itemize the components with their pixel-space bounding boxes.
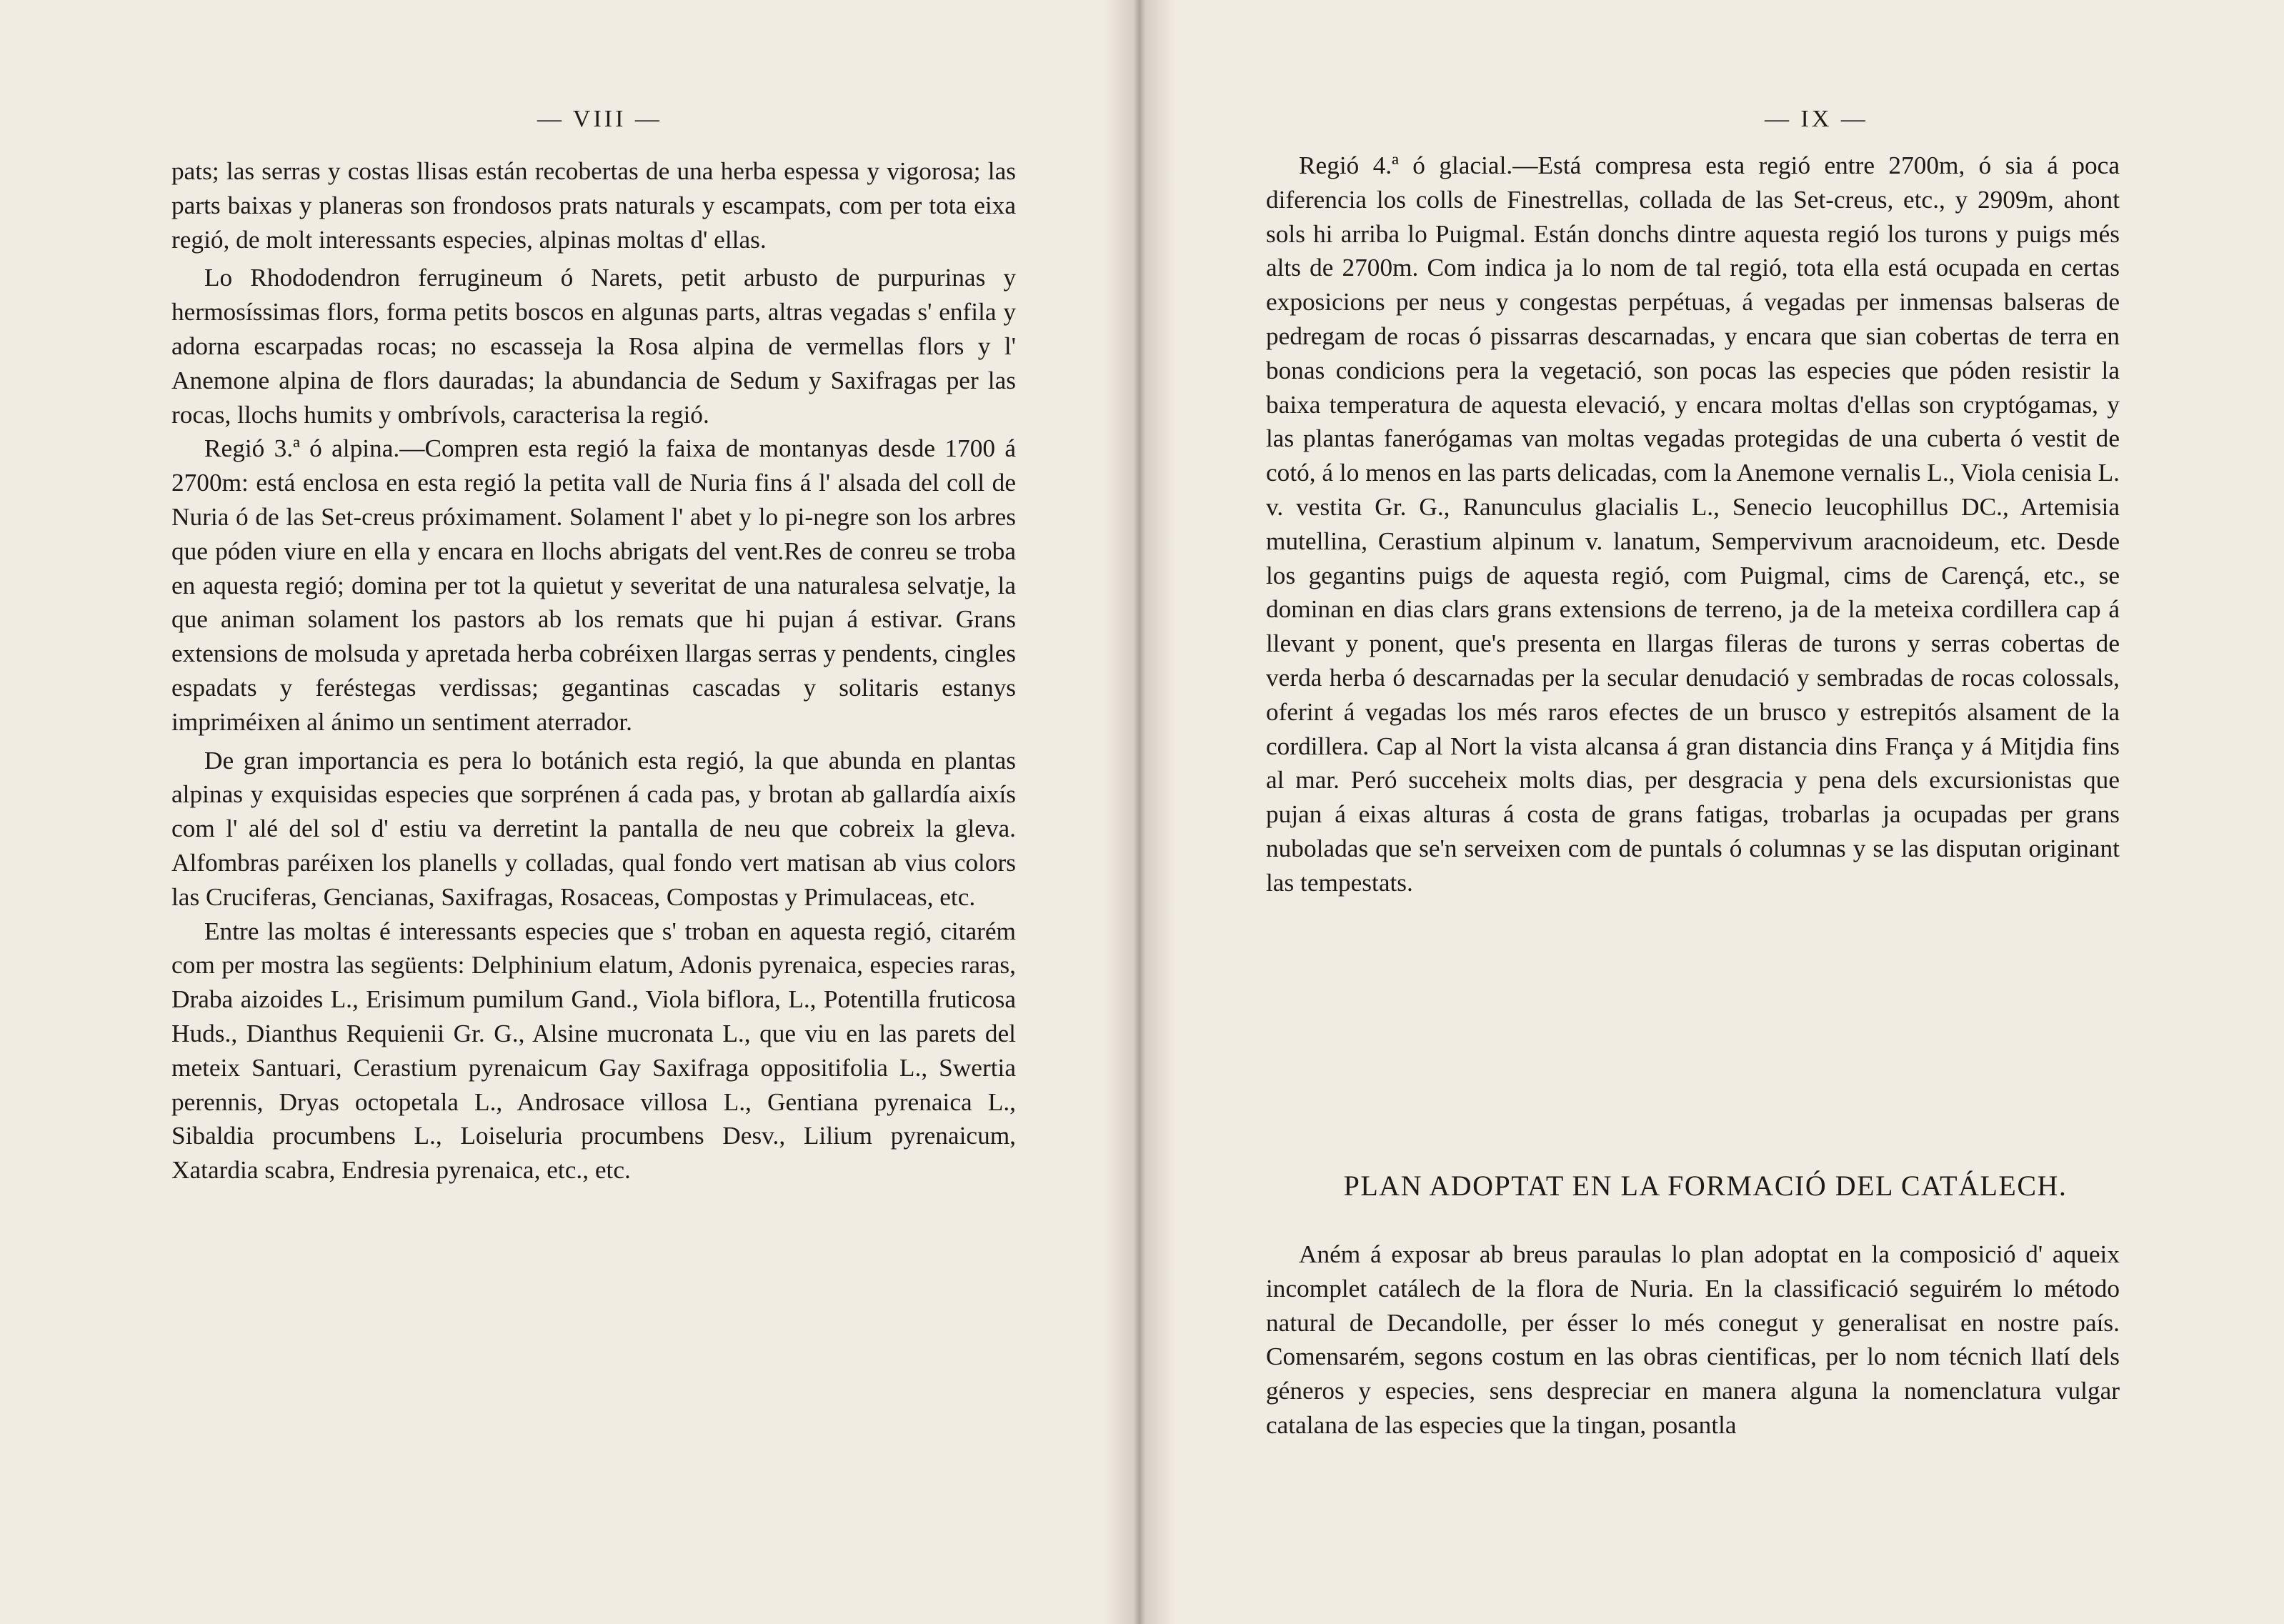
paragraph: Regió 3.ª ó alpina.—Compren esta regió la faixa de montanyas desde 1700 á 2700m: está enclosa en esta regió la petita vall de Nuria fins á l' alsada del coll de Nuria ó de las Set-creus próximament. Solament l' abet y lo pi-negre son los arbres que póden viure en ella y encara en llochs abrigats del vent.Res de conreu se troba en aquesta regió; domina per tot la quietut y severitat de una naturalesa selvatje, la que animan solament los pastors ab los remats que hi pujan á estivar. Grans extensions de molsuda y apretada herba cobréixen llargas serras y pendents, cingles espadats y feréstegas verdissas; gegantinas cascadas y solitaris estanys impriméixen al ánimo un sentiment aterrador. <box>171 434 1016 736</box>
paragraph: Aném á exposar ab breus paraulas lo plan adoptat en la composició d' aqueix incomplet catálech de la flora de Nuria. En la classificació seguirém lo método natural de Decandolle, per ésser lo més conegut y generalisat en nostre país. Comensarém, segons costum en las obras cientificas, per lo nom técnich llatí dels géneros y especies, sens despreciar en manera alguna la nomenclatura vulgar catalana de las especies que la tingan, posantla <box>1266 1240 2120 1439</box>
left-page <box>0 0 1137 1624</box>
left-body-text <box>171 154 1016 1187</box>
section-heading: PLAN ADOPTAT EN LA FORMACIÓ DEL CATÁLECH. <box>1343 1170 2068 1202</box>
paragraph: Regió 4.ª ó glacial.—Está compresa esta regió entre 2700m, ó sia á poca diferencia los colls de Finestrellas, collada de las Set-creus, etc., y 2909m, ahont sols hi arriba lo Puigmal. Están donchs dintre aquesta regió los turons y puigs més alts de 2700m. Com indica ja lo nom de tal regió, tota ella está ocupada en certas exposicions per neus y congestas perpétuas, á vegadas per inmensas balseras de pedregam de rocas ó pissarras descarnadas, y encara que sian cobertas de terra en bonas condicions pera la vegetació, son pocas las especies que póden resistir la baixa temperatura de aquesta elevació, y encara moltas d'ellas son cryptógamas, y las plantas fanerógamas van moltas vegadas protegidas de una cuberta ó vestit de cotó, á lo menos en las parts delicadas, com la Anemone vernalis L., Viola cenisia L. v. vestita Gr. G., Ranunculus glacialis L., Senecio leucophillus DC., Artemisia mutellina, Cerastium alpinum v. lanatum, Sempervivum aracnoideum, etc. Desde los gegantins puigs de aquesta regió, com Puigmal, cims de Carençá, etc., se dominan en dias clars grans extensions de terreno, ja de la meteixa cordillera cap á llevant y ponent, que's presenta en llargas fileras de turons y serras cobertas de verda herba ó descarnadas per la secular denudació y sembradas de rocas colossals, oferint á vegadas los més raros efectes de un brusco y estrepitós alsament de la cordillera. Cap al Nort la vista alcansa á gran distancia dins França y á Mitjdia fins al mar. Peró succeheix molts dias, per desgracia y pena dels excursionistas que pujan á eixas alturas á costa de grans fatigas, trobarlas ja ocupadas per grans nuboladas que se'n serveixen com de puntals ó columnas y se las disputan originant las tempestats. <box>1266 151 2120 897</box>
right-body-text-after-heading <box>1266 1237 2120 1443</box>
right-page <box>1137 0 2284 1624</box>
paragraph: Lo Rhododendron ferrugineum ó Narets, petit arbusto de purpurinas y hermosíssimas flors, forma petits boscos en algunas parts, altras vegadas s' enfila y adorna escarpadas rocas; no escasseja la Rosa alpina de vermellas flors y l' Anemone alpina de flors dauradas; la abundancia de Sedum y Saxifragas per las rocas, llochs humits y ombrívols, caracterisa la regió. <box>171 264 1016 429</box>
paragraph: De gran importancia es pera lo botánich esta regió, la que abunda en plantas alpinas y exquisidas especies que sorprénen á cada pas, y brotan ab gallardía aixís com l' alé del sol d' estiu va derretint la pantalla de neu que cobreix la gleva. Alfombras paréixen los planells y colladas, qual fondo vert matisan ab vius colors las Cruciferas, Gencianas, Saxifragas, Rosaceas, Compostas y Primulaceas, etc. <box>171 746 1016 911</box>
paragraph: Entre las moltas é interessants especies que s' troban en aquesta regió, citarém com per mostra las següents: Delphinium elatum, Adonis pyrenaica, especies raras, Draba aizoides L., Erisimum pumilum Gand., Viola biflora, L., Potentilla fruticosa Huds., Dianthus Requienii Gr. G., Alsine mucronata L., que viu en las parets del meteix Santuari, Cerastium pyrenaicum Gay Saxifraga oppositifolia L., Swertia perennis, Dryas octopetala L., Androsace villosa L., Gentiana pyrenaica L., Sibaldia procumbens L., Loiseluria procumbens Desv., Lilium pyrenaicum, Xatardia scabra, Endresia pyrenaica, etc., etc. <box>171 917 1016 1185</box>
page-number-left: — VIII — <box>537 106 662 132</box>
book-gutter <box>1104 0 1175 1624</box>
page-number-right: — IX — <box>1765 106 1868 132</box>
right-body-text <box>1266 149 2120 900</box>
paragraph: pats; las serras y costas llisas están recobertas de una herba espessa y vigorosa; las parts baixas y planeras son frondosos prats naturals y escampats, com per tota eixa regió, de molt interessants especies, alpinas moltas d' ellas. <box>171 157 1016 254</box>
